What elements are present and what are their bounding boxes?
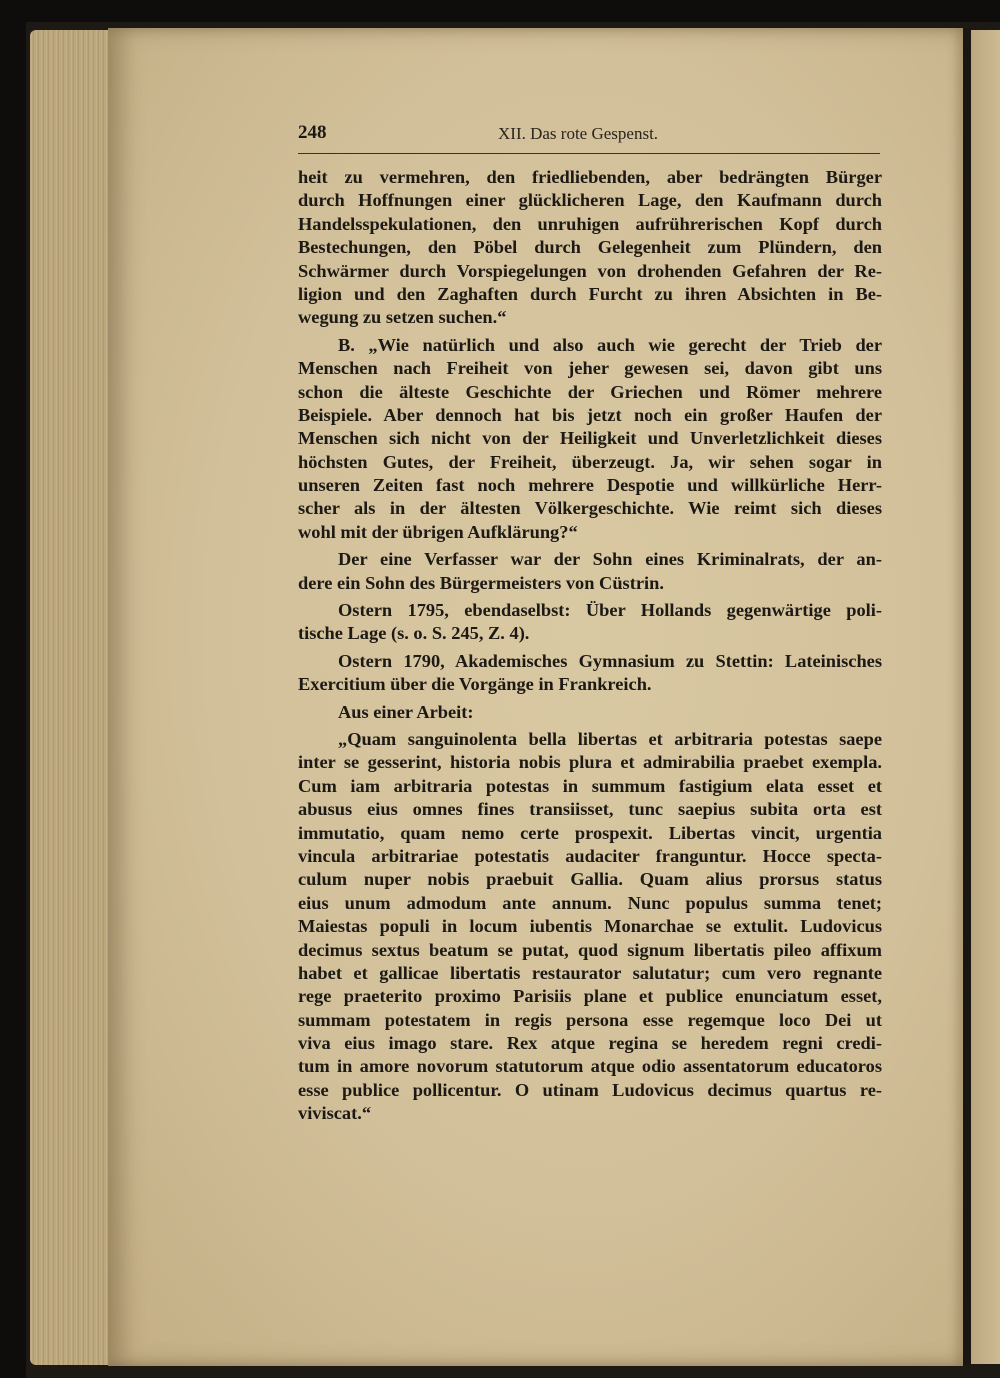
text-line: dere ein Sohn des Bürgermeisters von Cüstrin.	[298, 572, 664, 593]
text-line: Aus einer Arbeit:	[338, 701, 474, 722]
text-line: Exercitium über die Vorgänge in Frankreich.	[298, 674, 652, 695]
text-line: Ostern 1790, Akademisches Gymnasium zu Stettin: Lateinisches	[338, 650, 882, 671]
text-line: inter se gesserint, historia nobis plura et admirabilia praebet exempla.	[298, 752, 882, 773]
text-line: wohl mit der übrigen Aufklärung?“	[298, 521, 578, 542]
text-line: „Quam sanguinolenta bella libertas et arbitraria potestas saepe	[338, 728, 882, 749]
text-line: habet et gallicae libertatis restaurator salutatur; cum vero regnante	[298, 962, 882, 983]
header-rule	[298, 153, 880, 154]
page-number: 248	[298, 122, 327, 143]
body-text	[298, 166, 882, 1126]
text-line: abusus eius omnes fines transiisset, tunc saepius subita orta est	[298, 799, 882, 820]
text-line: viva eius imago stare. Rex atque regina se heredem regni credi-	[298, 1033, 882, 1054]
running-title: XII. Das rote Gespenst.	[498, 124, 659, 143]
book-gutter	[963, 28, 971, 1366]
text-line: Beispiele. Aber dennoch hat bis jetzt noch ein großer Haufen der	[298, 404, 882, 425]
text-line: Bestechungen, den Pöbel durch Gelegenheit zum Plündern, den	[298, 237, 882, 258]
text-line: eius unum admodum ante annum. Nunc populus summa tenet;	[298, 892, 882, 913]
text-line: tische Lage (s. o. S. 245, Z. 4).	[298, 623, 530, 644]
text-line: immutatio, quam nemo certe prospexit. Libertas vincit, urgentia	[298, 822, 882, 843]
text-line: Schwärmer durch Vorspiegelungen von drohenden Gefahren der Re-	[298, 260, 882, 281]
text-line: durch Hoffnungen einer glücklicheren Lage, den Kaufmann durch	[298, 190, 882, 211]
page-header	[298, 120, 880, 152]
text-line: culum nuper nobis praebuit Gallia. Quam alius prorsus status	[298, 869, 882, 890]
text-line: vincula arbitrariae potestatis audaciter franguntur. Hocce specta-	[298, 845, 882, 866]
text-line: summam potestatem in regis persona esse regemque loco Dei ut	[298, 1009, 882, 1030]
text-line: ligion und den Zaghaften durch Furcht zu ihren Absichten in Be-	[298, 283, 882, 304]
text-line: tum in amore novorum statutorum atque odio assentatorum educatoros	[298, 1056, 882, 1077]
text-line: heit zu vermehren, den friedliebenden, aber bedrängten Bürger	[298, 167, 882, 187]
text-line: wegung zu setzen suchen.“	[298, 307, 507, 328]
text-line: Maiestas populi in locum iubentis Monarchae se extulit. Ludovicus	[298, 916, 882, 937]
text-line: Der eine Verfasser war der Sohn eines Kriminalrats, der an-	[338, 549, 882, 570]
text-line: Menschen sich nicht von der Heiligkeit und Unverletzlichkeit dieses	[298, 428, 882, 449]
text-line: viviscat.“	[298, 1103, 372, 1124]
text-line: unseren Zeiten fast noch mehrere Despotie und willkürliche Herr-	[298, 475, 882, 496]
text-line: Cum iam arbitraria potestas in summum fastigium elata esset et	[298, 775, 882, 796]
text-line: rege praeterito proximo Parisiis plane et publice enunciatum esset,	[298, 986, 882, 1007]
text-line: scher als in der ältesten Völkergeschichte. Wie reimt sich dieses	[298, 498, 882, 519]
text-line: esse publice pollicentur. O utinam Ludovicus decimus quartus re-	[298, 1079, 882, 1100]
text-line: höchsten Gutes, der Freiheit, überzeugt. Ja, wir sehen sogar in	[298, 451, 882, 472]
next-page-edge	[971, 30, 1000, 1364]
text-line: schon die älteste Geschichte der Griechen und Römer mehrere	[298, 381, 882, 402]
text-line: decimus sextus beatum se putat, quod signum libertatis pileo affixum	[298, 939, 882, 960]
text-line: Ostern 1795, ebendaselbst: Über Hollands gegenwärtige poli-	[338, 600, 882, 621]
text-line: Menschen nach Freiheit von jeher gewesen sei, davon gibt uns	[298, 358, 882, 379]
text-line: Handelsspekulationen, den unruhigen aufrührerischen Kopf durch	[298, 213, 882, 234]
text-line: B. „Wie natürlich und also auch wie gerecht der Trieb der	[338, 334, 882, 355]
